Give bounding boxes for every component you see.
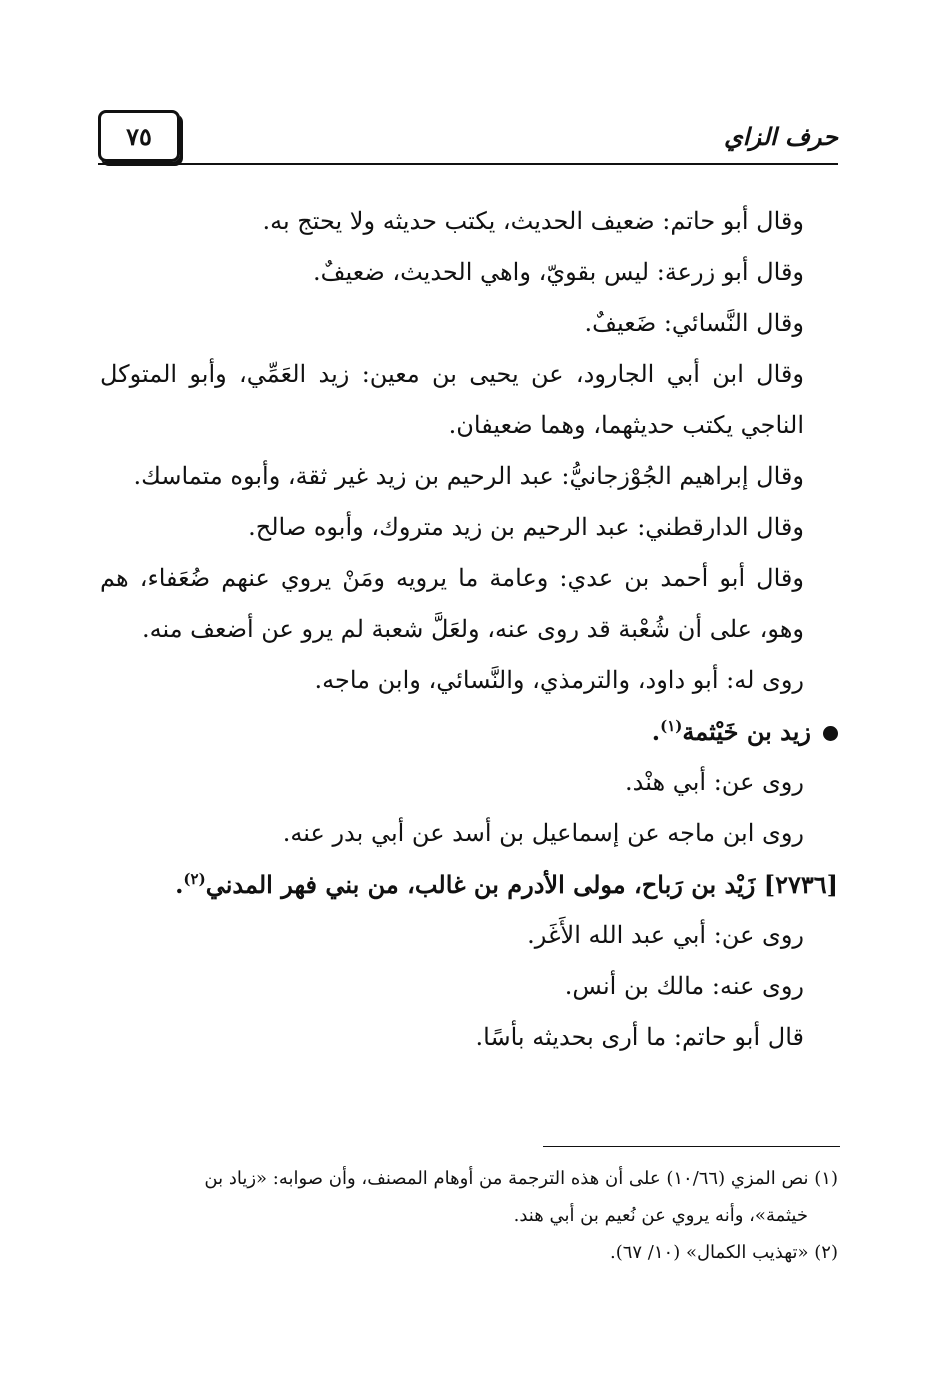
body-text: [100, 196, 838, 1063]
footnote-1-line-2: خيثمة»، وأنه يروي عن نُعيم بن أبي هند.: [513, 1205, 808, 1226]
paragraph-narrated-by-him: روى عنه: مالك بن أنس.: [564, 972, 804, 1000]
paragraph-narrated-from: روى عن: أبي هنْد.: [624, 768, 804, 796]
entry-heading-zayd-ibn-khaythama: [100, 706, 838, 757]
paragraph-ibn-majah: روى ابن ماجه عن إسماعيل بن أسد عن أبي بدر عنه.: [282, 819, 804, 847]
heading-period: .: [651, 717, 661, 746]
paragraph-ibn-adi: وقال أبو أحمد بن عدي: وعامة ما يرويه ومَنْ يروي عنهم ضُعَفاء، هم وهو، على أن شُعْبة قد روى عنه، ولعَلَّ شعبة لم يرو عن أضعف منه.: [100, 564, 804, 643]
entry-heading-2736: [100, 859, 838, 910]
bullet-icon: [823, 726, 838, 741]
running-title: حرف الزاي: [724, 122, 838, 151]
footnote-2: (٢) «تهذيب الكمال» (١٠/ ٦٧).: [609, 1242, 838, 1263]
paragraph-abu-hatim-2: قال أبو حاتم: ما أرى بحديثه بأسًا.: [475, 1023, 804, 1051]
page-number-box: [98, 110, 180, 162]
footnote-ref-1: (١): [660, 717, 683, 735]
heading-period: .: [175, 870, 184, 899]
footnote-ref-2: (٢): [183, 870, 206, 888]
paragraph-abu-zura: وقال أبو زرعة: ليس بقويّ، واهي الحديث، ضعيفٌ.: [313, 258, 804, 286]
paragraph-ibn-abi-al-jarud: وقال ابن أبي الجارود، عن يحيى بن معين: زيد العَمِّي، وأبو المتوكل الناجي يكتب حديثهما، وهما ضعيفان.: [100, 360, 804, 439]
paragraph-abu-hatim: وقال أبو حاتم: ضعيف الحديث، يكتب حديثه ولا يحتج به.: [262, 207, 804, 235]
entry-heading-text: [٢٧٣٦] زَيْد بن رَباح، مولى الأدرم بن غالب، من بني فهر المدني: [205, 870, 838, 899]
paragraph-narrated-from-2: روى عن: أبي عبد الله الأَغَر.: [527, 921, 804, 949]
paragraph-daraqutni: وقال الدارقطني: عبد الرحيم بن زيد متروك، وأبوه صالح.: [248, 513, 804, 541]
header-rule: [98, 163, 838, 165]
paragraph-juzjani: وقال إبراهيم الجُوْزجانيُّ: عبد الرحيم بن زيد غير ثقة، وأبوه متماسك.: [133, 462, 804, 490]
footnotes: [100, 1160, 838, 1271]
entry-heading-text: زيد بن خَيْثمة: [682, 717, 811, 746]
paragraph-narrated-by: روى له: أبو داود، والترمذي، والنَّسائي، وابن ماجه.: [314, 666, 804, 694]
page-number: ٧٥: [126, 121, 152, 151]
paragraph-nasai: وقال النَّسائي: ضَعيفٌ.: [584, 309, 804, 337]
footnote-rule: [543, 1146, 840, 1147]
footnote-1-line-1: (١) نص المزي (١٠/٦٦) على أن هذه الترجمة من أوهام المصنف، وأن صوابه: «زياد بن: [204, 1168, 838, 1189]
